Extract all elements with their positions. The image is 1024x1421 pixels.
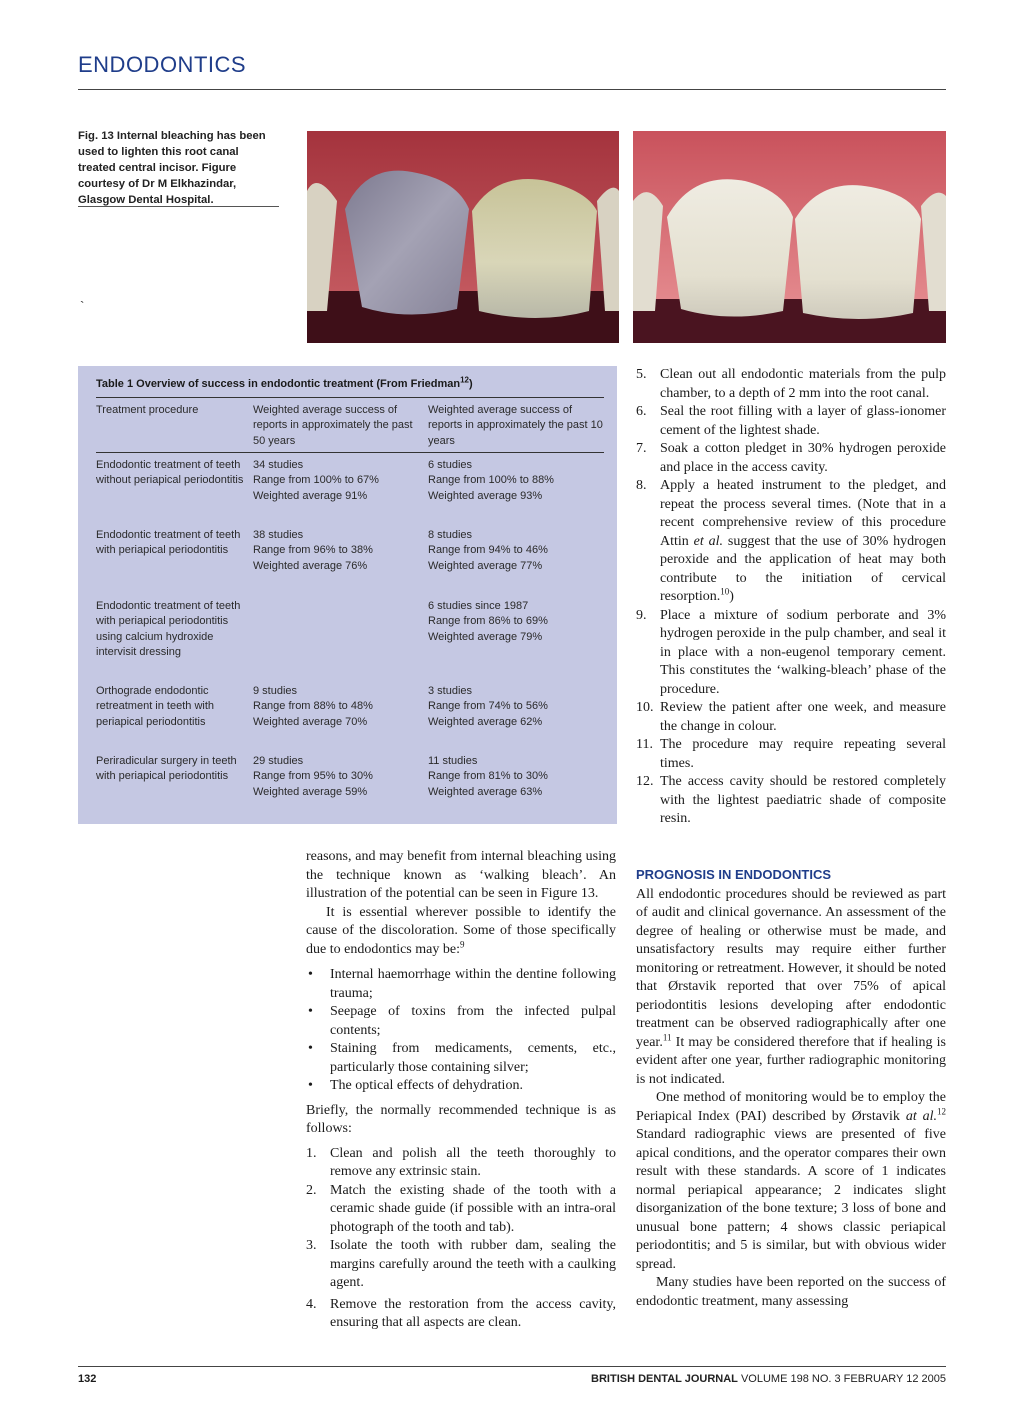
table-row-5-procedure: Periradicular surgery in teeth with periapical periodontitis (96, 755, 237, 783)
page-number: 132 (78, 1373, 97, 1385)
table-row-3-procedure: Endodontic treatment of teeth with periapical periodontitis using calcium hydroxide intervisit dressing (96, 600, 241, 659)
list-item: 2. Match the existing shade of the tooth with a ceramic shade guide (if possible with an intra-oral photograph of the tooth and tab). (306, 1182, 616, 1235)
list-item: 10. Review the patient after one week, and measure the change in colour. (636, 700, 946, 734)
prognosis-paragraph-2: One method of monitoring would be to employ the Periapical Index (PAI) described by Ørstavik at al.$^{12}$ Standard radiographic views are presented of five apical conditions, and the operator compares their own result with these standards. A score of 1 indicates normal periapical appearance; 2 indicates slight disorganization of the bone texture; 3 loss of bone and unusual bone pattern; 4 shows classic periapical periodontitis; and 5 is similar, but with obvious wider spread. (636, 1090, 947, 1272)
photo-before-bleaching (307, 131, 619, 343)
figure-caption: Fig. 13 Internal bleaching has been used to lighten this root canal treated central incisor. Figure courtesy of Dr M Elkhazindar, Glasgow Dental Hospital. (78, 130, 266, 206)
list-item: • Seepage of toxins from the infected pulpal contents; (306, 1003, 616, 1040)
list-item: 12. The access cavity should be restored completely with the lightest paediatric shade of composite resin. (636, 774, 946, 826)
header-procedure: Treatment procedure (96, 404, 199, 416)
table-row-1-past50: 34 studies Range from 100% to 67% Weighted average 91% (253, 459, 379, 502)
header-past10: Weighted average success of reports in approximately the past 10 years (428, 404, 603, 447)
table-row-3-past10: 6 studies since 1987 Range from 86% to 69% Weighted average 79% (428, 600, 548, 643)
footer-rule (78, 1366, 946, 1367)
list-item: • The optical effects of dehydration. (306, 1077, 616, 1096)
table-row-5-past10: 11 studies Range from 81% to 30% Weighted average 63% (428, 755, 548, 798)
right-column-prognosis (636, 866, 946, 1311)
normal-incisor (472, 179, 597, 318)
adjacent-incisor (795, 185, 921, 319)
list-item: • Staining from medicaments, cements, etc., particularly those containing silver; (306, 1040, 616, 1077)
list-item: 3. Isolate the tooth with rubber dam, sealing the margins carefully around the teeth with a caulking agent. (306, 1238, 616, 1290)
table-row-2-procedure: Endodontic treatment of teeth with periapical periodontitis (96, 529, 241, 557)
bleached-incisor (667, 179, 793, 316)
discoloration-causes-list (306, 966, 616, 1096)
prognosis-heading: PROGNOSIS IN ENDODONTICS (636, 867, 832, 882)
technique-steps-list (306, 1145, 616, 1333)
table-title: Table 1 Overview of success in endodontic treatment (From Friedman$^{12}$) (96, 375, 473, 390)
header-rule (78, 89, 946, 90)
prognosis-paragraph-3: Many studies have been reported on the success of endodontic treatment, many assessing (636, 1275, 946, 1309)
table-row-1-procedure: Endodontic treatment of teeth without periapical periodontitis (96, 459, 244, 487)
table-header-rule (96, 452, 604, 453)
mid-paragraph-2: It is essential wherever possible to identify the cause of the discoloration. Some of those specifically due to endodontics may be:$^9$ (306, 904, 616, 957)
right-column-steps (636, 366, 946, 829)
table-row-5-past50: 29 studies Range from 95% to 30% Weighted average 59% (253, 755, 373, 798)
list-item: • Internal haemorrhage within the dentine following trauma; (306, 966, 616, 1003)
table-row-4-past50: 9 studies Range from 88% to 48% Weighted average 70% (253, 685, 373, 728)
list-item: 6. Seal the root filling with a layer of glass-ionomer cement of the lightest shade. (636, 404, 946, 438)
prognosis-paragraph-1: All endodontic procedures should be reviewed as part of audit and clinical governance. An assessment of the degree of healing or otherwise must be made, and unsatisfactory results may require either further monitoring or retreatment. However, it should be noted that Ørstavik reported that over 75% of apical periodontitis lesions developing after endodontic treatment can be observed radiographically after one year.$^{11}$ It may be considered therefore that if healing is evident after one year, further radiographic monitoring is not indicated. (636, 886, 946, 1087)
list-item: 5. Clean out all endodontic materials from the pulp chamber, to a depth of 2 mm into the root canal. (636, 367, 946, 401)
journal-citation: BRITISH DENTAL JOURNAL VOLUME 198 NO. 3 FEBRUARY 12 2005 (591, 1373, 946, 1385)
caption-rule (78, 206, 279, 207)
mid-paragraph-1: reasons, and may benefit from internal bleaching using the technique known as ‘walking bleach’. An illustration of the potential can be seen in Figure 13. (306, 849, 616, 901)
header-past50: Weighted average success of reports in approximately the past 50 years (253, 404, 413, 447)
table-row-4-procedure: Orthograde endodontic retreatment in teeth with periapical periodontitis (96, 685, 215, 728)
stray-mark: ` (80, 298, 85, 313)
discolored-incisor (345, 171, 469, 315)
middle-column (306, 848, 616, 1333)
list-item: 11. The procedure may require repeating several times. (636, 737, 946, 771)
mid-paragraph-3: Briefly, the normally recommended technique is as follows: (306, 1102, 616, 1136)
list-item: 4. Remove the restoration from the access cavity, ensuring that all aspects are clean. (306, 1296, 616, 1330)
list-item: 8. Apply a heated instrument to the pledget, and repeat the process several times. (Note that in a recent comprehensive review of this procedure Attin et al. suggest that the use of 30% hydrogen peroxide and the application of heat may both contribute to the initiation of cervical resorption.$^{10}$) (636, 478, 947, 604)
list-item: 1. Clean and polish all the teeth thoroughly to remove any extrinsic stain. (306, 1145, 616, 1179)
technique-steps-continued (636, 366, 946, 829)
table-row-1-past10: 6 studies Range from 100% to 88% Weighted average 93% (428, 459, 554, 502)
list-item: 7. Soak a cotton pledget in 30% hydrogen peroxide and place in the access cavity. (636, 441, 946, 475)
table-row-2-past10: 8 studies Range from 94% to 46% Weighted average 77% (428, 529, 548, 572)
table-row-2-past50: 38 studies Range from 96% to 38% Weighted average 76% (253, 529, 373, 572)
section-title: ENDODONTICS (78, 52, 247, 77)
table-top-rule (96, 397, 604, 398)
table-row-4-past10: 3 studies Range from 74% to 56% Weighted average 62% (428, 685, 548, 728)
list-item: 9. Place a mixture of sodium perborate and 3% hydrogen peroxide in the pulp chamber, and seal it in place with a non-eugenol temporary cement. This constitutes the ‘walking-bleach’ phase of the procedure. (636, 607, 946, 697)
photo-after-bleaching (633, 131, 946, 343)
